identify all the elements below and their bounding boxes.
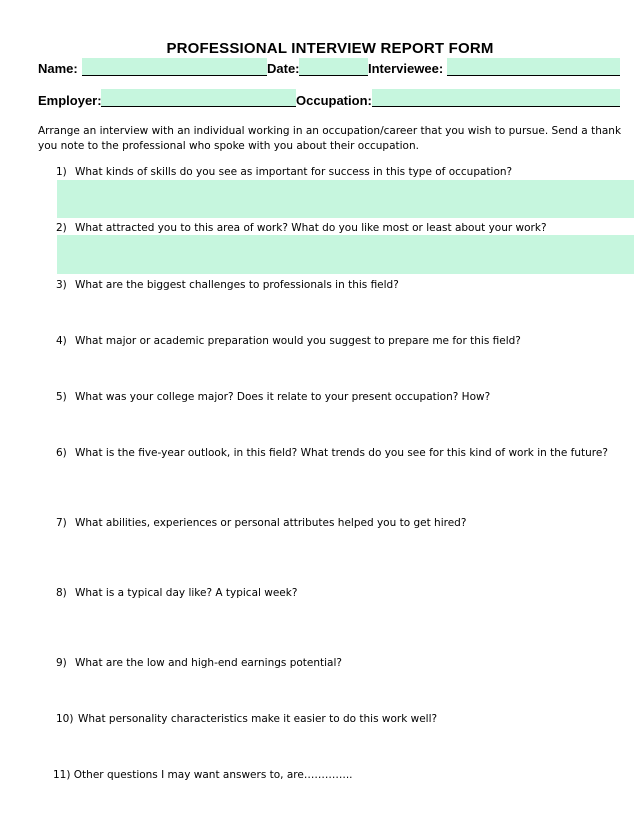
employer-label: Employer: <box>38 93 102 108</box>
date-field[interactable] <box>299 58 368 76</box>
question-7: 7) What abilities, experiences or personal attributes helped you to get hired? <box>56 517 467 529</box>
name-label: Name: <box>38 61 78 76</box>
question-11: 11) Other questions I may want answers to, are………….. <box>53 769 353 781</box>
page-title: PROFESSIONAL INTERVIEW REPORT FORM <box>166 40 494 57</box>
occupation-label: Occupation: <box>296 93 372 108</box>
date-label: Date: <box>267 61 300 76</box>
question-9: 9) What are the low and high-end earnings potential? <box>56 657 342 669</box>
question-4: 4) What major or academic preparation would you suggest to prepare me for this field? <box>56 335 521 347</box>
question-1: 1) What kinds of skills do you see as important for success in this type of occupation? <box>56 166 513 178</box>
question-3: 3) What are the biggest challenges to professionals in this field? <box>56 279 399 291</box>
occupation-field[interactable] <box>372 89 620 107</box>
question-2: 2) What attracted you to this area of work? What do you like most or least about your work? <box>56 222 547 234</box>
employer-field[interactable] <box>101 89 296 107</box>
question-10: 10) What personality characteristics make it easier to do this work well? <box>56 713 438 725</box>
answer-field-2[interactable] <box>57 235 634 274</box>
question-8: 8) What is a typical day like? A typical week? <box>56 587 298 599</box>
question-6: 6) What is the five-year outlook, in this field? What trends do you see for this kind of work in the future? <box>56 447 608 459</box>
name-field[interactable] <box>82 58 267 76</box>
instructions: Arrange an interview with an individual working in an occupation/career that you wish to pursue. Send a thank you note to the professional who spoke with you about their occupation. <box>38 125 622 152</box>
interviewee-field[interactable] <box>447 58 620 76</box>
interviewee-label: Interviewee: <box>368 61 444 76</box>
question-5: 5) What was your college major? Does it relate to your present occupation? How? <box>56 391 491 403</box>
answer-field-1[interactable] <box>57 180 634 218</box>
